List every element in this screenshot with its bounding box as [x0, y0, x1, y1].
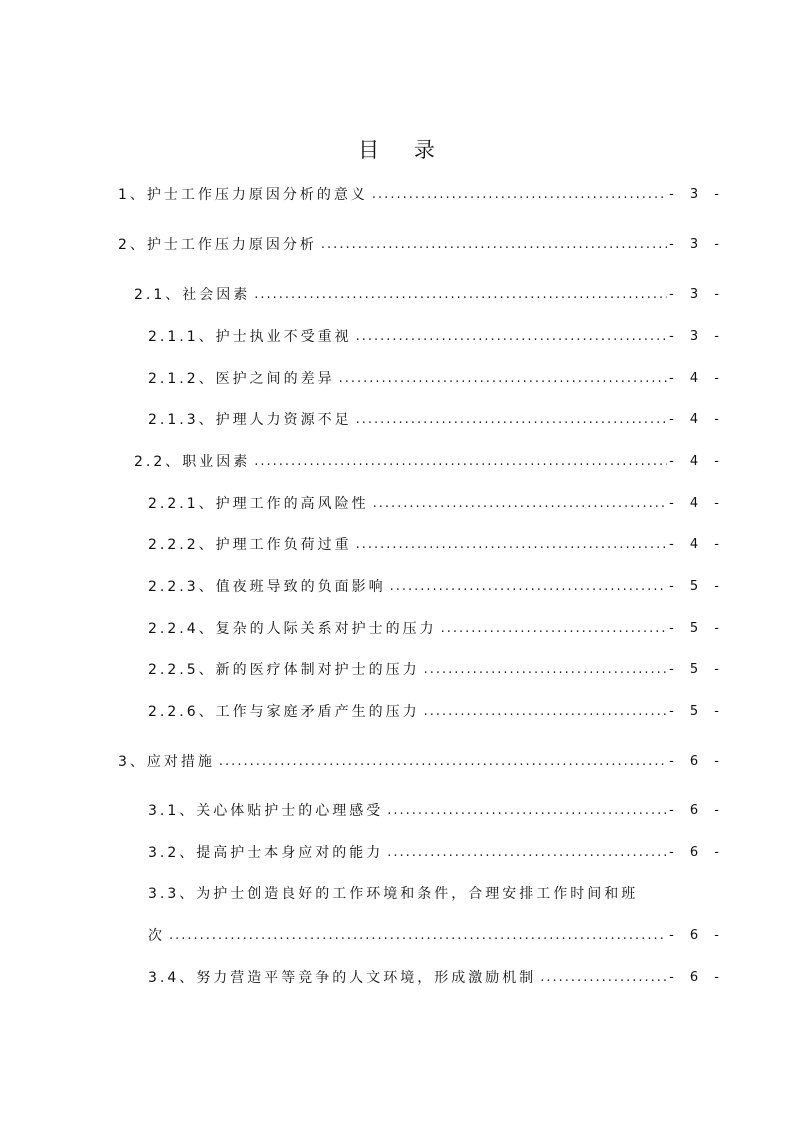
toc-entry[interactable] [148, 325, 725, 349]
leader-dots [254, 450, 667, 474]
toc-entry-page: - 4 - [669, 412, 725, 427]
toc-entry-page: - 5 - [669, 704, 725, 719]
toc-entry-label: 2.1.2、医护之间的差异 [148, 371, 335, 387]
toc-entry-page: - 6 - [669, 803, 725, 818]
leader-dots [540, 966, 667, 990]
toc-entry[interactable] [118, 233, 725, 257]
toc-entry[interactable] [148, 617, 725, 641]
toc-entry-label: 2.2、职业因素 [134, 454, 251, 470]
toc-entry-page: - 5 - [669, 579, 725, 594]
toc-entry-label: 3、应对措施 [118, 754, 215, 770]
toc-entry[interactable] [148, 367, 725, 391]
toc-entry[interactable] [148, 799, 725, 823]
toc-entry-page: - 4 - [669, 537, 725, 552]
toc-entry-label: 2.2.1、护理工作的高风险性 [148, 496, 369, 512]
leader-dots [356, 408, 667, 432]
leader-dots [424, 700, 667, 724]
leader-dots [169, 924, 667, 948]
toc-entry-label: 2.2.3、值夜班导致的负面影响 [148, 579, 386, 595]
toc-entry[interactable] [148, 492, 725, 516]
leader-dots [373, 492, 667, 516]
toc-entry[interactable] [148, 966, 725, 990]
toc-entry-label: 2.1、社会因素 [134, 287, 251, 303]
toc-entry[interactable] [148, 533, 725, 557]
leader-dots [441, 617, 667, 641]
toc-entry-page: - 3 - [669, 187, 725, 202]
toc-entry-page: - 3 - [669, 287, 725, 302]
toc-entry-label: 次 [148, 928, 165, 944]
leader-dots [356, 533, 667, 557]
toc-entry-page: - 4 - [669, 454, 725, 469]
leader-dots [390, 575, 667, 599]
toc-entry[interactable] [148, 841, 725, 865]
toc-entry-label: 2.2.5、新的医疗体制对护士的压力 [148, 662, 420, 678]
toc-entry-page: - 3 - [669, 237, 725, 252]
toc-entry-page: - 5 - [669, 662, 725, 677]
toc-entry[interactable] [148, 924, 725, 948]
leader-dots [321, 233, 667, 257]
toc-entry-page: - 5 - [669, 621, 725, 636]
toc-entry-page: - 4 - [669, 371, 725, 386]
leader-dots [254, 283, 667, 307]
leader-dots [356, 325, 667, 349]
toc-entry-label-line1[interactable]: 3.3、为护士创造良好的工作环境和条件，合理安排工作时间和班 [148, 886, 639, 902]
leader-dots [387, 799, 667, 823]
leader-dots [424, 658, 667, 682]
toc-entry-page: - 3 - [669, 329, 725, 344]
toc-entry[interactable] [118, 750, 725, 774]
toc-entry-page: - 6 - [669, 754, 725, 769]
toc-entry-page: - 4 - [669, 496, 725, 511]
leader-dots [219, 750, 667, 774]
toc-entry[interactable] [148, 575, 725, 599]
toc-entry-label: 2.2.6、工作与家庭矛盾产生的压力 [148, 704, 420, 720]
toc-entry-label: 3.2、提高护士本身应对的能力 [148, 845, 384, 861]
toc-entry-page: - 6 - [669, 928, 725, 943]
toc-entry[interactable] [148, 700, 725, 724]
leader-dots [387, 841, 667, 865]
toc-entry-label: 3.4、努力营造平等竞争的人文环境，形成激励机制 [148, 970, 537, 986]
toc-entry-page: - 6 - [669, 845, 725, 860]
toc-entry[interactable] [148, 408, 725, 432]
toc-entry[interactable] [148, 658, 725, 682]
toc-entry-label: 3.1、关心体贴护士的心理感受 [148, 803, 384, 819]
toc-entry-page: - 6 - [669, 970, 725, 985]
toc-entry[interactable] [118, 183, 725, 207]
toc-entry-label: 2.1.1、护士执业不受重视 [148, 329, 352, 345]
leader-dots [372, 183, 667, 207]
toc-entry-label: 2.1.3、护理人力资源不足 [148, 412, 352, 428]
toc-entry[interactable] [134, 283, 725, 307]
leader-dots [339, 367, 667, 391]
toc-entry[interactable] [134, 450, 725, 474]
page-title: 目 录 [358, 138, 449, 162]
toc-entry-label: 2.2.4、复杂的人际关系对护士的压力 [148, 621, 437, 637]
toc-entry-label: 2.2.2、护理工作负荷过重 [148, 537, 352, 553]
toc-entry-label: 2、护士工作压力原因分析 [118, 237, 317, 253]
toc-entry-label: 1、护士工作压力原因分析的意义 [118, 187, 368, 203]
